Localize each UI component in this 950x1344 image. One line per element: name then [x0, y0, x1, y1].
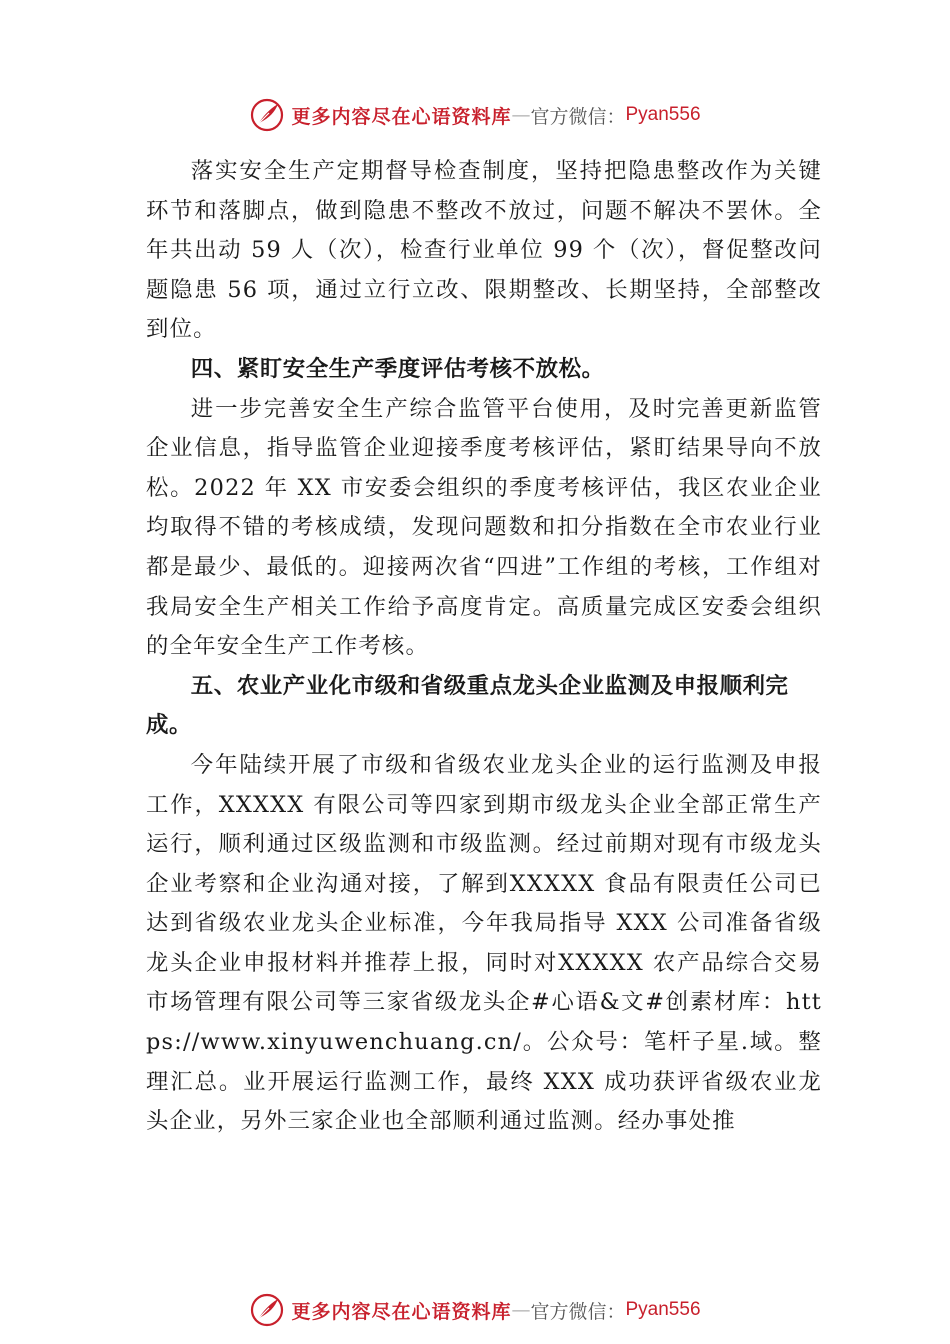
banner-slogan: 更多内容尽在心语资料库 — [291, 1300, 512, 1323]
banner-wechat-label: 官方微信： — [530, 105, 626, 128]
section-heading-4: 四、紧盯安全生产季度评估考核不放松。 — [190, 355, 605, 382]
paragraph-assessment: 进一步完善安全生产综合监管平台使用，及时完善更新监管企业信息，指导监管企业迎接季度考核评估，紧盯结果导向不放松。2022 年 XX 市安委会组织的季度考核评估，我区农业企业均取得不错的考核成绩，发现问题数和扣分指数在全市农业行业都是最少、最低的。迎接两次省“四进”工作组的考核，工作组对我局安全生产相关工作给予高度肯定。高质量完成区安委会组织的全年安全生产工作考核。 — [146, 395, 822, 660]
footer-banner — [0, 1290, 950, 1330]
banner-slogan: 更多内容尽在心语资料库 — [291, 105, 512, 128]
banner-separator: — — [511, 1299, 531, 1321]
section-heading-5: 五、农业产业化市级和省级重点龙头企业监测及申报顺利完成。 — [146, 672, 789, 739]
quill-logo-icon — [249, 1292, 285, 1328]
banner-wechat-id: Pyan556 — [625, 104, 701, 125]
header-banner — [0, 95, 950, 135]
quill-logo-icon — [249, 97, 285, 133]
paragraph-inspection: 落实安全生产定期督导检查制度，坚持把隐患整改作为关键环节和落脚点，做到隐患不整改不放过，问题不解决不罢休。全年共出动 59 人（次），检查行业单位 99 个（次），督促整改问题隐患 56 项，通过立行立改、限期整改、长期坚持，全部整改到位。 — [146, 158, 822, 343]
paragraph-enterprise-monitoring: 今年陆续开展了市级和省级农业龙头企业的运行监测及申报工作，XXXXX 有限公司等四家到期市级龙头企业全部正常生产运行，顺利通过区级监测和市级监测。经过前期对现有市级龙头企业考察和企业沟通对接，了解到XXXXX 食品有限责任公司已达到省级农业龙头企业标准，今年我局指导 XXX 公司准备省级龙头企业申报材料并推荐上报，同时对XXXXX 农产品综合交易市场管理有限公司等三家省级龙头企#心语&文#创素材库：https://www.xinyuwenchuang.cn/。公众号：笔杆子星.域。整理汇总。业开展运行监测工作，最终 XXX 成功获评省级农业龙头企业，另外三家企业也全部顺利通过监测。经办事处推 — [146, 751, 822, 1135]
banner-wechat-label: 官方微信： — [530, 1300, 626, 1323]
banner-separator: — — [511, 104, 531, 126]
document-body — [146, 152, 822, 1142]
banner-wechat-id: Pyan556 — [625, 1299, 701, 1320]
